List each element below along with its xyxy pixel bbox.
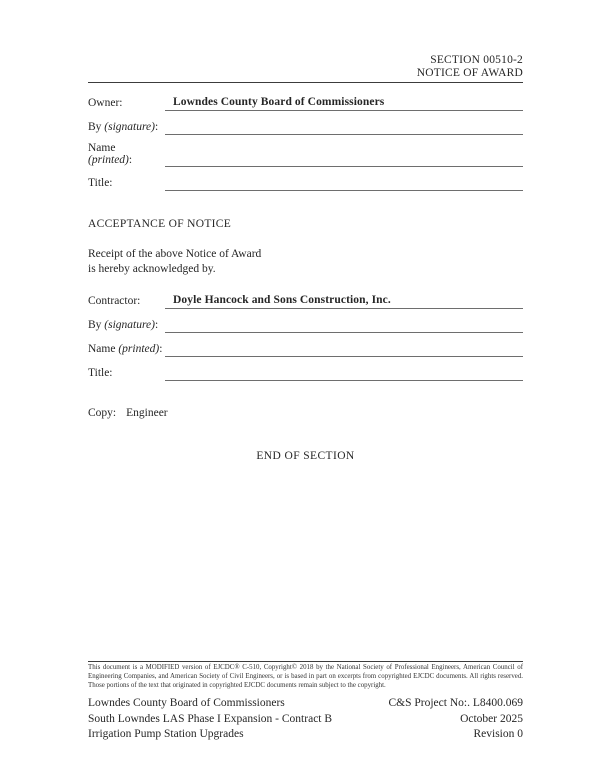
acceptance-body bbox=[88, 247, 523, 277]
by-label-italic: (signature) bbox=[104, 121, 155, 133]
name-label-post: : bbox=[128, 154, 133, 166]
legal-notice: This document is a MODIFIED version of EJCDC® C-510, Copyright© 2018 by the National Society of Professional Engineers, American Council of Engineering Companies, and American Society of Civil Engineers, or is based in part on excerpts from copyrighted EJCDC documents. All rights reserved. Those portions of the text that originated in copyrighted EJCDC documents remain subject to the copyright. bbox=[88, 661, 523, 690]
acceptance-body-line1: Receipt of the above Notice of Award bbox=[88, 248, 262, 260]
owner-title-line bbox=[165, 176, 523, 191]
contractor-value: Doyle Hancock and Sons Construction, Inc. bbox=[173, 294, 391, 306]
footer-revision: Revision 0 bbox=[473, 728, 523, 741]
footer-owner-name: Lowndes County Board of Commissioners bbox=[88, 697, 285, 710]
contractor-row bbox=[88, 294, 523, 309]
footer-project-scope: Irrigation Pump Station Upgrades bbox=[88, 728, 244, 741]
contractor-title-label: Title: bbox=[88, 367, 113, 379]
owner-row bbox=[88, 96, 523, 111]
owner-name-line bbox=[165, 152, 523, 167]
name-label-pre: Name bbox=[88, 343, 119, 355]
contractor-label: Contractor: bbox=[88, 295, 141, 307]
document-title: NOTICE OF AWARD bbox=[416, 67, 523, 79]
copy-line bbox=[88, 407, 523, 419]
name-label-post: : bbox=[159, 343, 163, 355]
copy-label: Copy: bbox=[88, 407, 117, 419]
contractor-title-line bbox=[165, 366, 523, 381]
name-label-line1: Name bbox=[88, 142, 116, 154]
end-of-section: END OF SECTION bbox=[256, 450, 355, 462]
name-label-italic: (printed) bbox=[88, 154, 129, 166]
owner-value: Lowndes County Board of Commissioners bbox=[173, 96, 385, 108]
owner-label: Owner: bbox=[88, 97, 123, 109]
owner-by-signature-row bbox=[88, 120, 523, 135]
section-number: SECTION 00510-2 bbox=[430, 54, 523, 66]
by-label-pre: By bbox=[88, 319, 105, 331]
page-footer bbox=[88, 696, 523, 743]
owner-signature-line bbox=[165, 120, 523, 135]
acceptance-body-line2: is hereby acknowledged by. bbox=[88, 263, 216, 275]
contractor-by-signature-row bbox=[88, 318, 523, 333]
by-label-pre: By bbox=[88, 121, 105, 133]
footer-right bbox=[389, 696, 524, 743]
contractor-signature-line bbox=[165, 318, 523, 333]
owner-title-row bbox=[88, 176, 523, 191]
contractor-name-printed-row bbox=[88, 342, 523, 357]
section-header bbox=[88, 54, 523, 80]
contractor-name-line bbox=[165, 342, 523, 357]
copy-value: Engineer bbox=[126, 407, 168, 419]
owner-title-label: Title: bbox=[88, 177, 113, 189]
acceptance-heading: ACCEPTANCE OF NOTICE bbox=[88, 218, 232, 230]
name-label-italic: (printed) bbox=[118, 343, 160, 355]
by-label-italic: (signature) bbox=[104, 319, 155, 331]
by-label-post: : bbox=[154, 319, 159, 331]
owner-name-printed-label bbox=[88, 142, 165, 167]
footer-date: October 2025 bbox=[460, 712, 523, 725]
owner-by-signature-label bbox=[88, 121, 165, 135]
footer-left bbox=[88, 696, 332, 743]
contractor-title-row bbox=[88, 366, 523, 381]
bottom-block bbox=[88, 661, 523, 743]
contractor-name-printed-label bbox=[88, 343, 165, 357]
contractor-by-signature-label bbox=[88, 319, 165, 333]
by-label-post: : bbox=[154, 121, 159, 133]
owner-value-line bbox=[165, 96, 523, 111]
header-divider bbox=[88, 82, 523, 83]
contractor-value-line bbox=[165, 294, 523, 309]
footer-project-number: C&S Project No:. L8400.069 bbox=[388, 697, 523, 710]
owner-name-printed-row bbox=[88, 142, 523, 167]
footer-project-name: South Lowndes LAS Phase I Expansion - Contract B bbox=[88, 712, 333, 725]
